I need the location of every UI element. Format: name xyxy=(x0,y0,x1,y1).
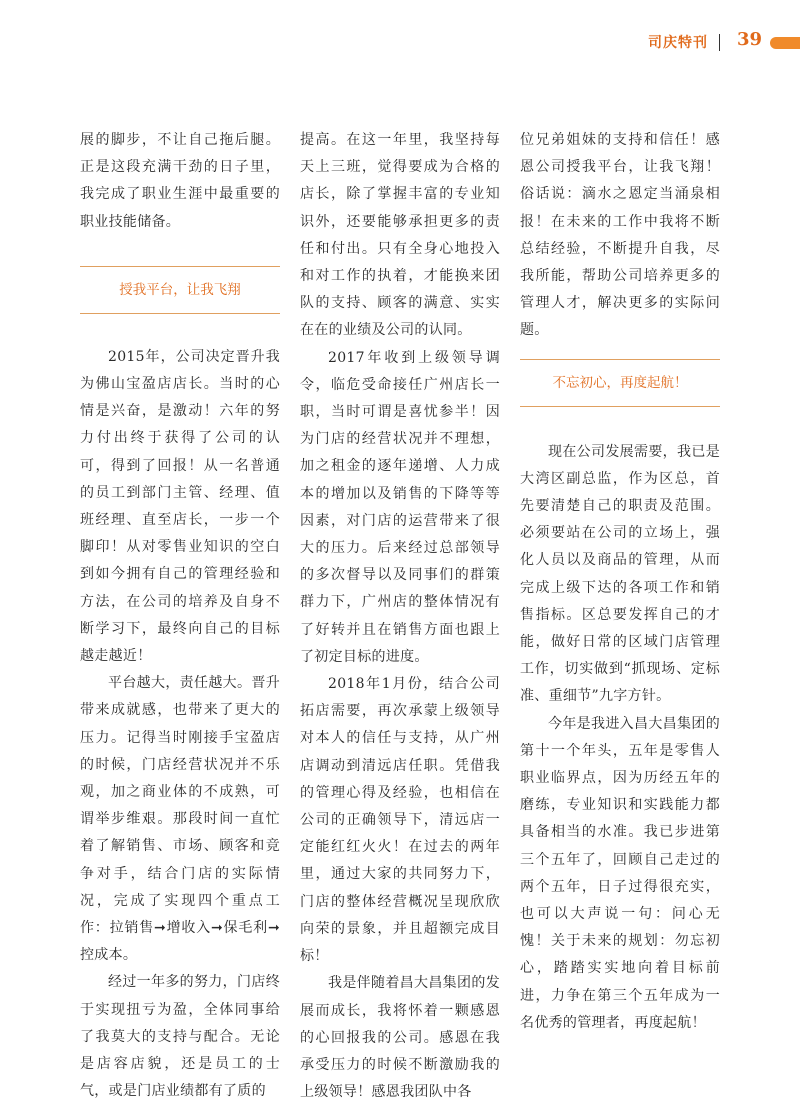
paragraph: 我是伴随着昌大昌集团的发展而成长，我将怀着一颗感恩的心回报我的公司。感恩在我承受压力的时候不断激励我的上级领导！感恩我团队中各 xyxy=(300,975,500,1101)
column-1 xyxy=(80,127,280,1106)
column-3 xyxy=(520,127,720,1037)
page-tab-decoration xyxy=(770,37,800,49)
paragraph: 经过一年多的努力，门店终于实现扭亏为盈，全体同事给了我莫大的支持与配合。无论是店容店貌，还是员工的士气，或是门店业绩都有了质的 xyxy=(80,974,280,1100)
paragraph: 现在公司发展需要，我已是大湾区副总监，作为区总，首先要清楚自己的职责及范围。必须要站在公司的立场上，强化人员以及商品的管理，从而完成上级下达的各项工作和销售指标。区总要发挥自己的才能，做好日常的区域门店管理工作，切实做到“抓现场、定标准、重细节”九字方针。 xyxy=(520,443,720,705)
column-2 xyxy=(300,127,500,1106)
paragraph: 位兄弟姐妹的支持和信任！感恩公司授我平台，让我飞翔！俗话说：滴水之恩定当涌泉相报！在未来的工作中我将不断总结经验，不断提升自我，尽我所能，帮助公司培养更多的管理人才，解决更多的实际问题。 xyxy=(520,132,720,339)
paragraph: 2018年1月份，结合公司拓店需要，再次承蒙上级领导对本人的信任与支持，从广州店调动到清远店任职。凭借我的管理心得及经验，也相信在公司的正确领导下，清远店一定能红红火火！在过去的两年里，通过大家的共同努力下，门店的整体经营概况呈现欣欣向荣的景象，并且超额完成目标！ xyxy=(300,676,500,965)
section-heading: 授我平台，让我飞翔 xyxy=(80,266,280,314)
page-header xyxy=(500,30,800,56)
paragraph: 2015年，公司决定晋升我为佛山宝盈店店长。当时的心情是兴奋，是激动！六年的努力付出终于获得了公司的认可，得到了回报！从一名普通的员工到部门主管、经理、值班经理、直至店长，一步一个脚印！从对零售业知识的空白到如今拥有自己的管理经验和方法，在公司的培养及自身不断学习下，最终向自己的目标越走越近！ xyxy=(80,348,280,665)
paragraph: 展的脚步，不让自己拖后腿。正是这段充满干劲的日子里，我完成了职业生涯中最重要的职业技能储备。 xyxy=(80,132,280,230)
paragraph: 2017年收到上级领导调令，临危受命接任广州店长一职，当时可谓是喜忧参半！因为门店的经营状况并不理想，加之租金的逐年递增、人力成本的增加以及销售的下降等等因素，对门店的运营带来了很大的压力。后来经过总部领导的多次督导以及同事们的群策群力下，广州店的整体情况有了好转并且在销售方面也跟上了初定目标的进度。 xyxy=(300,349,500,665)
paragraph: 今年是我进入昌大昌集团的第十一个年头，五年是零售人职业临界点，因为历经五年的磨练，专业知识和实践能力都具备相当的水准。我已步进第三个五年了，回顾自己走过的两个五年，日子过得很充实，也可以大声说一句：问心无愧！关于未来的规划：勿忘初心，踏踏实实地向着目标前进，力争在第三个五年成为一名优秀的管理者，再度起航！ xyxy=(520,715,720,1031)
header-divider xyxy=(719,34,720,51)
page-number: 39 xyxy=(736,29,762,50)
section-heading: 不忘初心，再度起航！ xyxy=(520,359,720,407)
paragraph: 提高。在这一年里，我坚持每天上三班，觉得要成为合格的店长，除了掌握丰富的专业知识外，还要能够承担更多的责任和付出。只有全身心地投入和对工作的执着，才能换来团队的支持、顾客的满意、实实在在的业绩及公司的认同。 xyxy=(300,132,500,339)
paragraph: 平台越大，责任越大。晋升带来成就感，也带来了更大的压力。记得当时刚接手宝盈店的时候，门店经营状况并不乐观，加之商业体的不成熟，可谓举步维艰。那段时间一直忙着了解销售、市场、顾客和竞争对手，结合门店的实际情况，完成了实现四个重点工作：拉销售➞增收入➞保毛利➞控成本。 xyxy=(80,675,280,964)
section-title: 司庆特刊 xyxy=(648,35,708,51)
